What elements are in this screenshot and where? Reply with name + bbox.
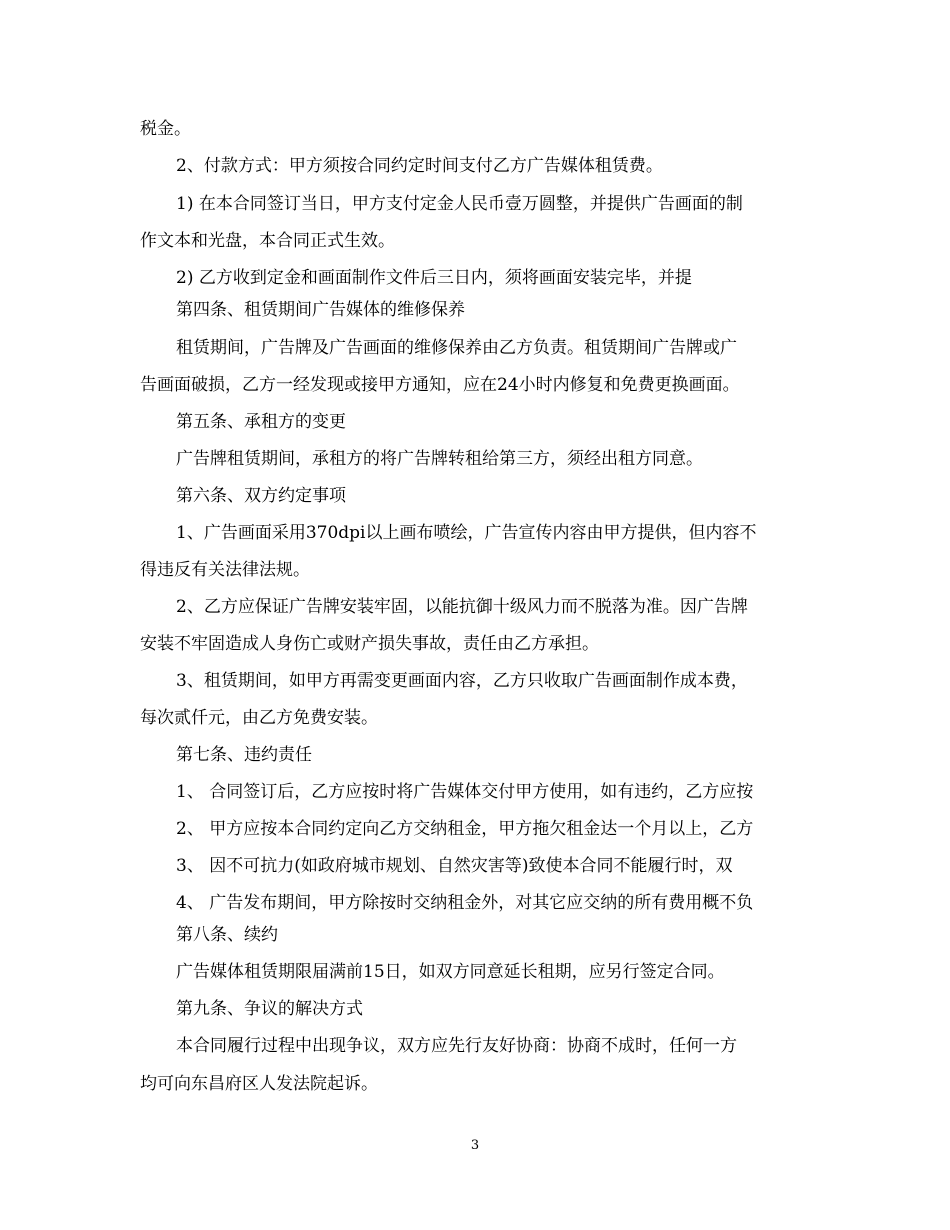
paragraph-line: 每次贰仟元，由乙方免费安装。 — [140, 708, 378, 728]
section-heading: 第八条、续约 — [176, 925, 278, 945]
paragraph-line: 2、 甲方应按本合同约定向乙方交纳租金，甲方拖欠租金达一个月以上，乙方 — [176, 819, 754, 839]
paragraph-line: 2、乙方应保证广告牌安装牢固，以能抗御十级风力而不脱落为准。因广告牌 — [176, 597, 748, 617]
paragraph-line: 广告牌租赁期间，承租方的将广告牌转租给第三方，须经出租方同意。 — [176, 449, 703, 469]
paragraph-line: 均可向东昌府区人发法院起诉。 — [140, 1074, 378, 1094]
paragraph-line: 作文本和光盘，本合同正式生效。 — [140, 231, 395, 251]
page-number: 3 — [470, 1138, 480, 1153]
paragraph-line: 3、 因不可抗力(如政府城市规划、自然灾害等)致使本合同不能履行时，双 — [176, 856, 733, 876]
paragraph-line: 2) 乙方收到定金和画面制作文件后三日内，须将画面安装完毕，并提 — [176, 268, 692, 288]
paragraph-line: 得违反有关法律法规。 — [140, 560, 310, 580]
paragraph-line: 税金。 — [140, 119, 191, 139]
paragraph-line: 1、广告画面采用370dpi以上画布喷绘，广告宣传内容由甲方提供，但内容不 — [176, 523, 757, 543]
paragraph-line: 广告媒体租赁期限届满前15日，如双方同意延长租期，应另行签定合同。 — [176, 962, 725, 982]
paragraph-line: 1) 在本合同签订当日，甲方支付定金人民币壹万圆整，并提供广告画面的制 — [176, 194, 743, 214]
section-heading: 第九条、争议的解决方式 — [176, 999, 363, 1019]
section-heading: 第六条、双方约定事项 — [176, 486, 346, 506]
paragraph-line: 4、 广告发布期间，甲方除按时交纳租金外，对其它应交纳的所有费用概不负 — [176, 893, 754, 913]
paragraph-line: 安装不牢固造成人身伤亡或财产损失事故，责任由乙方承担。 — [140, 634, 599, 654]
section-heading: 第七条、违约责任 — [176, 745, 312, 765]
paragraph-line: 1、 合同签订后，乙方应按时将广告媒体交付甲方使用，如有违约，乙方应按 — [176, 782, 754, 802]
paragraph-line: 2、付款方式：甲方须按合同约定时间支付乙方广告媒体租赁费。 — [176, 156, 663, 176]
section-heading: 第五条、承租方的变更 — [176, 412, 346, 432]
paragraph-line: 告画面破损，乙方一经发现或接甲方通知，应在24小时内修复和免费更换画面。 — [140, 375, 740, 395]
paragraph-line: 租赁期间，广告牌及广告画面的维修保养由乙方负责。租赁期间广告牌或广 — [176, 338, 737, 358]
section-heading: 第四条、租赁期间广告媒体的维修保养 — [176, 300, 465, 320]
paragraph-line: 本合同履行过程中出现争议，双方应先行友好协商：协商不成时，任何一方 — [176, 1036, 737, 1056]
paragraph-line: 3、租赁期间，如甲方再需变更画面内容，乙方只收取广告画面制作成本费， — [176, 671, 748, 691]
